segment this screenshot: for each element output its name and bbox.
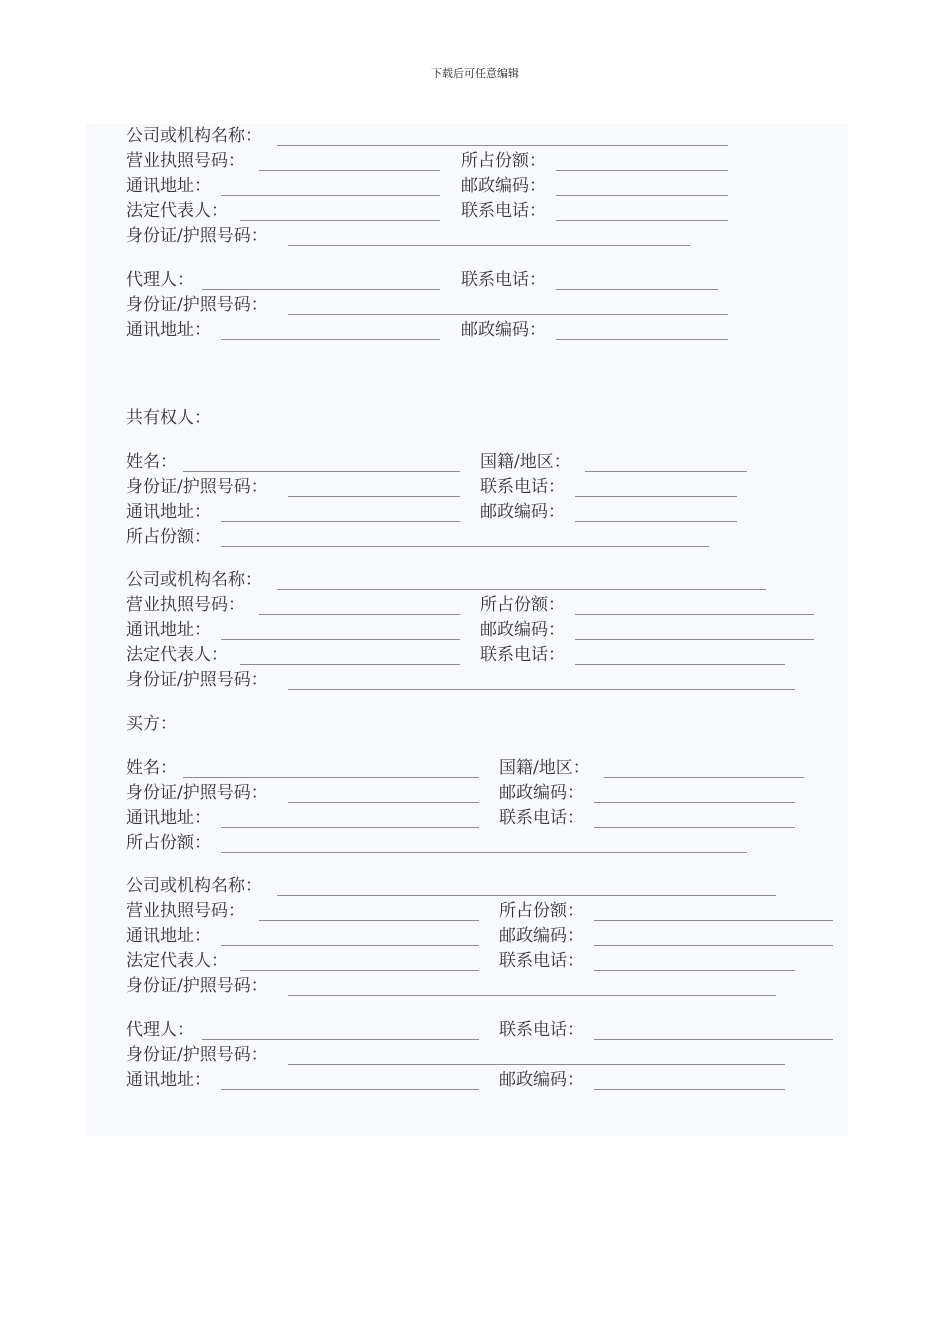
label-agent-id: 身份证/护照号码： xyxy=(126,295,268,315)
label-postcode: 邮政编码： xyxy=(461,176,546,196)
label-co-owner-nationality: 国籍/地区： xyxy=(480,452,571,472)
field-co-owner-share[interactable] xyxy=(221,546,709,547)
field-co-owner-name[interactable] xyxy=(183,471,460,472)
label-company3-address: 通讯地址： xyxy=(126,926,211,946)
label-agent: 代理人： xyxy=(126,270,194,290)
field-company2-name[interactable] xyxy=(277,589,766,590)
field-postcode[interactable] xyxy=(556,195,728,196)
label-buyer-share: 所占份额： xyxy=(126,833,211,853)
field-co-owner-postcode[interactable] xyxy=(575,521,737,522)
label-company2-postcode: 邮政编码： xyxy=(480,620,565,640)
field-company3-postcode[interactable] xyxy=(594,945,833,946)
field-company2-address[interactable] xyxy=(221,639,460,640)
field-agent-phone[interactable] xyxy=(556,289,718,290)
field-agent-address[interactable] xyxy=(221,339,440,340)
label-company2-name: 公司或机构名称： xyxy=(126,570,262,590)
label-agent2-postcode: 邮政编码： xyxy=(499,1070,584,1090)
field-agent2-address[interactable] xyxy=(221,1089,479,1090)
label-co-owner-id: 身份证/护照号码： xyxy=(126,477,268,497)
field-company2-license[interactable] xyxy=(259,614,460,615)
section-heading-co-owner: 共有权人： xyxy=(126,408,211,428)
field-agent[interactable] xyxy=(202,289,440,290)
label-company2-share: 所占份额： xyxy=(480,595,565,615)
label-company2-address: 通讯地址： xyxy=(126,620,211,640)
field-agent-postcode[interactable] xyxy=(556,339,728,340)
field-company3-legal-rep[interactable] xyxy=(240,970,479,971)
field-buyer-address[interactable] xyxy=(221,827,479,828)
field-buyer-id[interactable] xyxy=(288,802,479,803)
field-company3-name[interactable] xyxy=(277,895,776,896)
field-agent-id[interactable] xyxy=(288,314,728,315)
field-address[interactable] xyxy=(221,195,440,196)
label-company3-name: 公司或机构名称： xyxy=(126,876,262,896)
label-co-owner-phone: 联系电话： xyxy=(480,477,565,497)
label-buyer-nationality: 国籍/地区： xyxy=(499,758,590,778)
label-agent-postcode: 邮政编码： xyxy=(461,320,546,340)
label-co-owner-name: 姓名： xyxy=(126,452,177,472)
field-company2-id[interactable] xyxy=(288,689,795,690)
label-co-owner-address: 通讯地址： xyxy=(126,502,211,522)
label-buyer-id: 身份证/护照号码： xyxy=(126,783,268,803)
field-company3-id[interactable] xyxy=(288,995,776,996)
field-buyer-nationality[interactable] xyxy=(604,777,804,778)
label-buyer-phone: 联系电话： xyxy=(499,808,584,828)
field-company3-share[interactable] xyxy=(594,920,833,921)
label-legal-rep: 法定代表人： xyxy=(126,201,228,221)
field-buyer-share[interactable] xyxy=(221,852,747,853)
label-agent2: 代理人： xyxy=(126,1020,194,1040)
field-legal-rep[interactable] xyxy=(240,220,440,221)
label-agent-address: 通讯地址： xyxy=(126,320,211,340)
label-company3-share: 所占份额： xyxy=(499,901,584,921)
field-agent2[interactable] xyxy=(202,1039,479,1040)
label-co-owner-postcode: 邮政编码： xyxy=(480,502,565,522)
field-company2-postcode[interactable] xyxy=(575,639,814,640)
field-co-owner-id[interactable] xyxy=(288,496,460,497)
label-agent2-phone: 联系电话： xyxy=(499,1020,584,1040)
label-buyer-address: 通讯地址： xyxy=(126,808,211,828)
field-company2-phone[interactable] xyxy=(575,664,785,665)
label-buyer-name: 姓名： xyxy=(126,758,177,778)
field-company2-legal-rep[interactable] xyxy=(240,664,460,665)
field-id-passport[interactable] xyxy=(288,245,690,246)
label-id-passport: 身份证/护照号码： xyxy=(126,226,268,246)
field-phone[interactable] xyxy=(556,220,728,221)
field-co-owner-address[interactable] xyxy=(221,521,460,522)
field-buyer-postcode[interactable] xyxy=(594,802,795,803)
page-header: 下载后可任意编辑 xyxy=(431,67,519,80)
label-share: 所占份额： xyxy=(461,151,546,171)
label-company3-license: 营业执照号码： xyxy=(126,901,245,921)
field-co-owner-phone[interactable] xyxy=(575,496,737,497)
label-company2-id: 身份证/护照号码： xyxy=(126,670,268,690)
label-address: 通讯地址： xyxy=(126,176,211,196)
field-business-license[interactable] xyxy=(259,170,440,171)
field-company-name[interactable] xyxy=(277,145,728,146)
label-company3-legal-rep: 法定代表人： xyxy=(126,951,228,971)
label-agent2-id: 身份证/护照号码： xyxy=(126,1045,268,1065)
field-company3-license[interactable] xyxy=(259,920,479,921)
label-company2-license: 营业执照号码： xyxy=(126,595,245,615)
label-company3-phone: 联系电话： xyxy=(499,951,584,971)
label-company-name: 公司或机构名称： xyxy=(126,126,262,146)
field-agent2-phone[interactable] xyxy=(594,1039,833,1040)
label-buyer-postcode: 邮政编码： xyxy=(499,783,584,803)
label-company3-id: 身份证/护照号码： xyxy=(126,976,268,996)
field-company2-share[interactable] xyxy=(575,614,814,615)
label-company2-legal-rep: 法定代表人： xyxy=(126,645,228,665)
label-phone: 联系电话： xyxy=(461,201,546,221)
field-agent2-postcode[interactable] xyxy=(594,1089,785,1090)
field-buyer-name[interactable] xyxy=(183,777,479,778)
field-co-owner-nationality[interactable] xyxy=(585,471,747,472)
label-agent2-address: 通讯地址： xyxy=(126,1070,211,1090)
label-business-license: 营业执照号码： xyxy=(126,151,245,171)
section-heading-buyer: 买方： xyxy=(126,714,177,734)
label-agent-phone: 联系电话： xyxy=(461,270,546,290)
field-share[interactable] xyxy=(556,170,728,171)
field-agent2-id[interactable] xyxy=(288,1064,785,1065)
label-company3-postcode: 邮政编码： xyxy=(499,926,584,946)
label-co-owner-share: 所占份额： xyxy=(126,527,211,547)
field-company3-phone[interactable] xyxy=(594,970,795,971)
label-company2-phone: 联系电话： xyxy=(480,645,565,665)
field-company3-address[interactable] xyxy=(221,945,479,946)
field-buyer-phone[interactable] xyxy=(594,827,795,828)
